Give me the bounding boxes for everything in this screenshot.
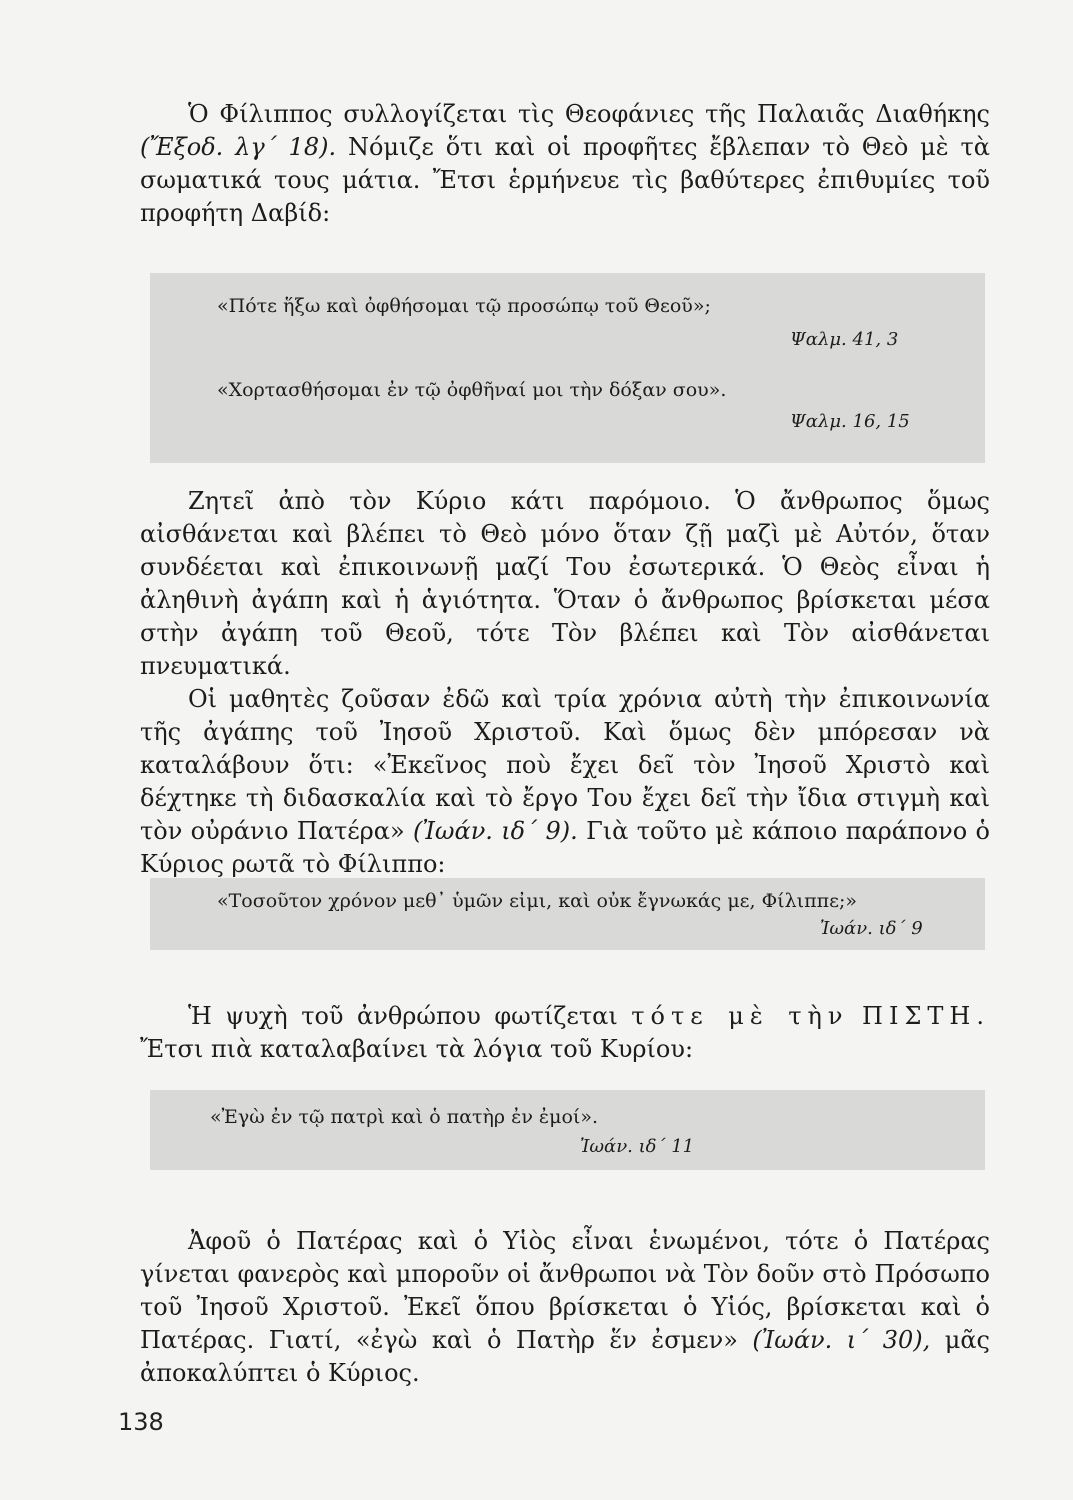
para4-citation: (Ἰωάν. ι΄ 30), [752, 1326, 931, 1354]
quote-box-john-14-9 [150, 878, 985, 950]
paragraph-philip-theophanies [140, 98, 990, 230]
para2-citation: (Ἰωάν. ιδ΄ 9). [413, 817, 578, 845]
para3-text-b: Ἔτσι πιὰ καταλαβαίνει τὰ λόγια τοῦ Κυρίου: [140, 1035, 694, 1063]
quote-john-14-9: «Τοσοῦτον χρόνον μεθ᾽ ὑμῶν εἰμι, καὶ οὐκ ἔγνωκάς με, Φίλιππε;» [217, 890, 857, 912]
para2-text-b: Γιὰ τοῦτο μὲ κάποιο παράπονο ὁ Κύριος ρωτᾶ τὸ Φίλιππο: [140, 817, 990, 878]
para4-text-a: Ἀφοῦ ὁ Πατέρας καὶ ὁ Υἱὸς εἶναι ἑνωμένοι, τότε ὁ Πατέρας γίνεται φανερὸς καὶ μποροῦν οἱ ἄνθρωποι νὰ Τὸν δοῦν στὸ Πρόσωπο τοῦ Ἰησοῦ Χριστοῦ. Ἐκεῖ ὅπου βρίσκεται ὁ Υἱός, βρίσκεται καὶ ὁ Πατέρας. Γιατί, «ἐγὼ καὶ ὁ Πατὴρ ἕν ἐσμεν» [140, 1227, 990, 1354]
ref-john-14-9: Ἰωάν. ιδ΄ 9 [820, 918, 923, 939]
para4-text-b: μᾶς ἀποκαλύπτει ὁ Κύριος. [140, 1326, 990, 1387]
ref-john-14-11: Ἰωάν. ιδ΄ 11 [580, 1136, 695, 1157]
para3-text-a: Ἡ ψυχὴ τοῦ ἀνθρώπου φωτίζεται [188, 1002, 618, 1030]
paragraph-father-son [140, 1225, 990, 1390]
quote-psalm-16: «Χορτασθήσομαι ἐν τῷ ὀφθῆναί μοι τὴν δόξαν σου». [217, 379, 727, 401]
para1-text-b: Νόμιζε ὅτι καὶ οἱ προφῆτες ἔβλεπαν τὸ Θεὸ μὲ τὰ σωματικά τους μάτια. Ἔτσι ἑρμήνευε τὶς βαθύτερες ἐπιθυμίες τοῦ προφήτη Δαβίδ: [140, 133, 990, 227]
quote-box-psalms [150, 273, 985, 463]
para2-p1: Ζητεῖ ἀπὸ τὸν Κύριο κάτι παρόμοιο. Ὁ ἄνθρωπος ὅμως αἰσθάνεται καὶ βλέπει τὸ Θεὸ μόνο ὅταν ζῇ μαζὶ μὲ Αὐτόν, ὅταν συνδέεται καὶ ἐπικοινωνῇ μαζί Του ἐσωτερικά. Ὁ Θεὸς εἶναι ἡ ἀληθινὴ ἀγάπη καὶ ἡ ἁγιότητα. Ὅταν ὁ ἄνθρωπος βρίσκεται μέσα στὴν ἀγάπη τοῦ Θεοῦ, τότε Τὸν βλέπει καὶ Τὸν αἰσθάνεται πνευματικά. [140, 487, 990, 680]
page-number: 138 [118, 1408, 164, 1436]
para3-spaced: τότε μὲ τὴν [631, 1002, 849, 1030]
ref-psalm-16: Ψαλμ. 16, 15 [790, 411, 910, 432]
quote-box-john-14-11 [150, 1090, 985, 1170]
quote-psalm-41: «Πότε ἥξω καὶ ὀφθήσομαι τῷ προσώπῳ τοῦ Θεοῦ»; [217, 295, 711, 317]
ref-psalm-41: Ψαλμ. 41, 3 [790, 329, 899, 350]
paragraph-faith [140, 1000, 990, 1066]
para1-citation: (Ἔξοδ. λγ΄ 18). [140, 133, 337, 161]
para2-text-a: Οἱ μαθητὲς ζοῦσαν ἐδῶ καὶ τρία χρόνια αὐτὴ τὴν ἐπικοινωνία τῆς ἀγάπης τοῦ Ἰησοῦ Χριστοῦ. Καὶ ὅμως δὲν μπόρεσαν νὰ καταλάβουν ὅτι: «Ἐκεῖνος ποὺ ἔχει δεῖ τὸν Ἰησοῦ Χριστὸ καὶ δέχτηκε τὴ διδασκαλία καὶ τὸ ἔργο Του ἔχει δεῖ τὴν ἴδια στιγμὴ καὶ τὸν οὐράνιο Πατέρα» [140, 685, 990, 845]
para1-text-a: Ὁ Φίλιππος συλλογίζεται τὶς Θεοφάνιες τῆς Παλαιᾶς Διαθήκης [188, 100, 990, 128]
para3-caps: ΠΙΣΤΗ. [862, 1002, 990, 1030]
quote-john-14-11: «Ἐγὼ ἐν τῷ πατρὶ καὶ ὁ πατὴρ ἐν ἐμοί». [210, 1106, 599, 1128]
paragraph-seeing-god [140, 485, 990, 881]
